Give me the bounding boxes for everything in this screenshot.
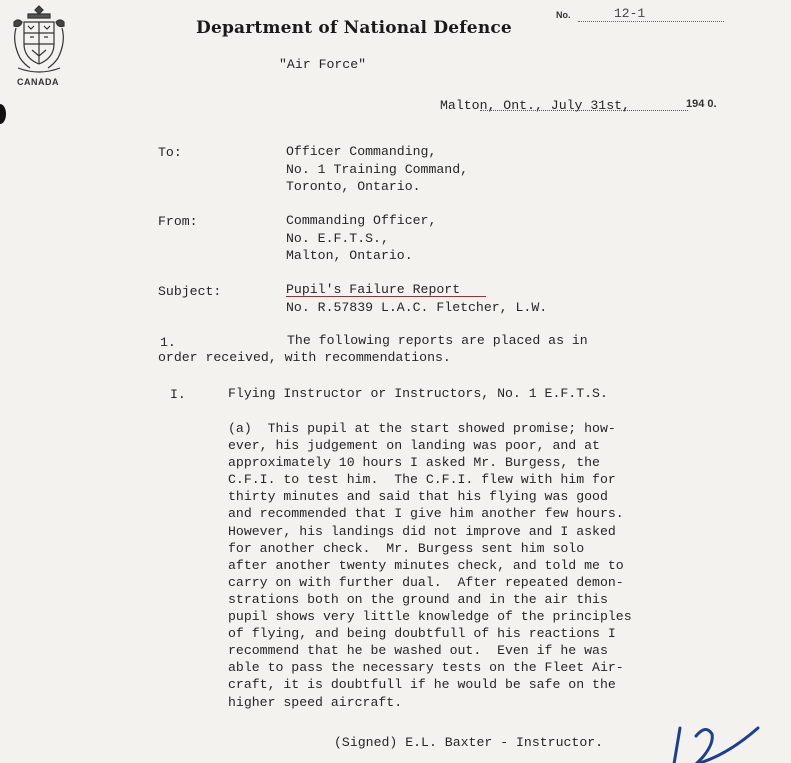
- report-line: carry on with further dual. After repeated demon-: [228, 574, 624, 590]
- intro-line: The following reports are placed as in: [287, 333, 588, 348]
- item-number: 1.: [160, 335, 176, 350]
- number-label: No.: [556, 10, 571, 20]
- report-line: C.F.I. to test him. The C.F.I. flew with him for: [228, 472, 616, 488]
- instructor-report: [228, 420, 632, 711]
- report-line: after another twenty minutes check, and told me to: [228, 557, 624, 573]
- branch-name: "Air Force": [279, 57, 367, 72]
- report-line: for another check. Mr. Burgess sent him solo: [228, 540, 585, 556]
- report-line: of flying, and being doubtfull of his reactions I: [228, 626, 616, 642]
- from-line: Malton, Ontario.: [286, 248, 413, 263]
- to-address: [286, 143, 468, 196]
- canada-label: CANADA: [17, 77, 59, 87]
- number-line: [578, 12, 724, 22]
- number-value: 12-1: [614, 6, 646, 21]
- report-line: approximately 10 hours I asked Mr. Burgess, the: [228, 455, 600, 471]
- subject-label: Subject:: [158, 284, 222, 299]
- report-line: and recommended that I give him another few hours.: [228, 506, 624, 522]
- section-numeral: I.: [170, 387, 186, 402]
- report-line: pupil shows very little knowledge of the principles: [228, 609, 632, 625]
- section-title: Flying Instructor or Instructors, No. 1 E.F.T.S.: [228, 386, 608, 401]
- subject-title: Pupil's Failure Report: [286, 282, 461, 297]
- report-line: recommend that he be washed out. Even if he was: [228, 643, 608, 659]
- report-line: However, his landings did not improve and I asked: [228, 523, 616, 539]
- report-line: craft, it is doubtfull if he would be safe on the: [228, 677, 616, 693]
- date-text: Malton, Ont., July 31st,: [440, 98, 630, 113]
- report-line: higher speed aircraft.: [228, 694, 403, 710]
- to-label: To:: [158, 145, 182, 160]
- department-title: Department of National Defence: [196, 18, 512, 38]
- from-line: No. E.F.T.S.,: [286, 230, 389, 246]
- report-line: thirty minutes and said that his flying was good: [228, 489, 608, 505]
- signature-line: (Signed) E.L. Baxter - Instructor.: [334, 735, 604, 750]
- to-line: Toronto, Ontario.: [286, 179, 421, 194]
- from-label: From:: [158, 214, 198, 229]
- to-line: Officer Commanding,: [286, 144, 437, 159]
- binder-hole: [0, 104, 6, 124]
- report-line: (a) This pupil at the start showed promise; how-: [228, 421, 616, 436]
- from-address: [286, 212, 436, 265]
- handwritten-number: [666, 716, 766, 763]
- subject-text: [286, 281, 547, 316]
- report-line: ever, his judgement on landing was poor, and at: [228, 438, 600, 454]
- report-line: able to pass the necessary tests on the Fleet Air-: [228, 660, 624, 676]
- from-line: Commanding Officer,: [286, 213, 437, 228]
- subject-underline: [286, 296, 486, 297]
- report-line: strations both on the ground and in the air this: [228, 591, 608, 607]
- coat-of-arms-icon: [10, 2, 68, 76]
- subject-detail: No. R.57839 L.A.C. Fletcher, L.W.: [286, 299, 548, 315]
- intro-line: order received, with recommendations.: [158, 350, 451, 365]
- date-year: 194 0.: [686, 98, 717, 110]
- to-line: No. 1 Training Command,: [286, 161, 469, 177]
